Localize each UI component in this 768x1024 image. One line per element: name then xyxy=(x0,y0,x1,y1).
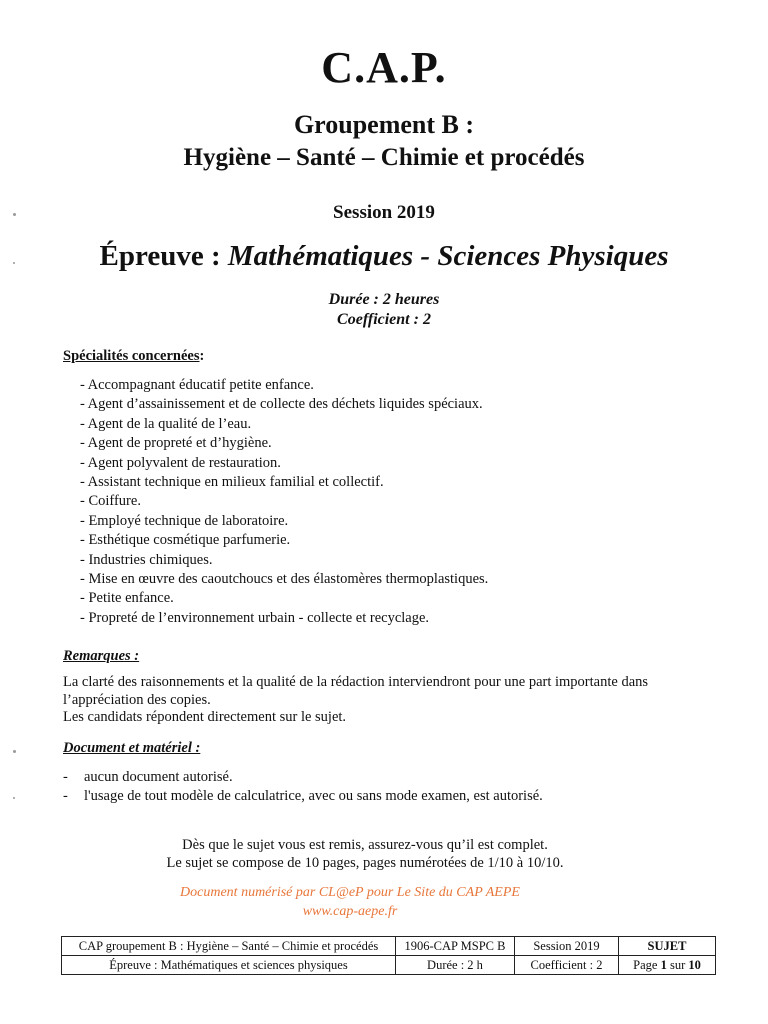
notice-line: Dès que le sujet vous est remis, assurez-vous qu’il est complet. xyxy=(182,837,548,853)
page-num: 1 xyxy=(660,957,667,972)
list-item: - Agent de la qualité de l’eau. xyxy=(80,415,252,432)
session-label: Session 2019 xyxy=(333,202,435,223)
epreuve-prefix: Épreuve : xyxy=(99,240,228,272)
list-item: - Industries chimiques. xyxy=(80,551,213,568)
scan-speck xyxy=(13,797,15,799)
page-total: 10 xyxy=(688,957,701,972)
group-title: Groupement B : xyxy=(293,110,475,139)
list-item: - Agent polyvalent de restauration. xyxy=(80,454,281,471)
list-item: - Propreté de l’environnement urbain - collecte et recyclage. xyxy=(80,609,430,626)
list-item: - Accompagnant éducatif petite enfance. xyxy=(80,377,314,393)
epreuve-subject: Mathématiques - Sciences Physiques xyxy=(227,240,669,272)
specialites-heading-text: Spécialités concernées xyxy=(63,348,200,364)
scan-speck xyxy=(13,750,16,753)
list-item: - Assistant technique en milieux familial et collectif. xyxy=(80,474,384,491)
list-item: - Agent d’assainissement et de collecte des déchets liquides spéciaux. xyxy=(80,396,483,413)
remarques-heading: Remarques : xyxy=(63,648,140,664)
notice-block xyxy=(0,836,730,872)
bullet-dash: - xyxy=(63,788,68,804)
duration-label: Durée : 2 heures xyxy=(328,291,440,308)
list-item xyxy=(63,787,543,806)
credit-url[interactable]: www.cap-aepe.fr xyxy=(302,904,398,919)
page-prefix: Page xyxy=(633,957,661,972)
footer-cell: SUJET xyxy=(619,937,716,956)
specialites-list xyxy=(80,376,488,628)
specialites-heading xyxy=(63,348,204,365)
list-item: - Petite enfance. xyxy=(80,590,174,607)
document-list xyxy=(63,768,543,806)
credit-block xyxy=(0,883,700,921)
remarques-text xyxy=(63,674,723,727)
exam-title: C.A.P. xyxy=(321,43,447,92)
page-number-cell xyxy=(619,956,716,975)
remarques-line: La clarté des raisonnements et la qualité de la rédaction interviendront pour une part importante dans l’appréciation des copies. xyxy=(63,674,649,708)
list-item: - Employé technique de laboratoire. xyxy=(80,512,289,529)
list-item: - Coiffure. xyxy=(80,493,141,510)
credit-line: Document numérisé par CL@eP pour Le Site du CAP AEPE xyxy=(180,885,520,900)
list-item-text: aucun document autorisé. xyxy=(84,769,233,785)
list-item-text: l'usage de tout modèle de calculatrice, avec ou sans mode examen, est autorisé. xyxy=(84,788,543,804)
bullet-dash: - xyxy=(63,769,68,785)
scan-speck xyxy=(13,262,15,264)
scan-speck xyxy=(13,213,16,216)
list-item xyxy=(63,768,543,787)
page-mid: sur xyxy=(666,957,689,972)
table-row xyxy=(62,956,716,975)
footer-cell: 1906-CAP MSPC B xyxy=(396,937,515,956)
notice-line: Le sujet se compose de 10 pages, pages numérotées de 1/10 à 10/10. xyxy=(166,855,564,871)
specialites-heading-suffix: : xyxy=(199,348,205,364)
duration-block xyxy=(0,290,768,330)
coefficient-label: Coefficient : 2 xyxy=(337,311,431,328)
footer-cell: Durée : 2 h xyxy=(396,956,515,975)
list-item: - Agent de propreté et d’hygiène. xyxy=(80,435,272,452)
epreuve-title xyxy=(0,240,768,273)
footer-cell: Session 2019 xyxy=(515,937,619,956)
remarques-line: Les candidats répondent directement sur le sujet. xyxy=(63,709,347,725)
table-row xyxy=(62,937,716,956)
footer-cell: Coefficient : 2 xyxy=(515,956,619,975)
list-item: - Esthétique cosmétique parfumerie. xyxy=(80,532,291,549)
footer-cell: CAP groupement B : Hygiène – Santé – Chimie et procédés xyxy=(62,937,396,956)
footer-cell: Épreuve : Mathématiques et sciences physiques xyxy=(62,956,396,975)
document-heading: Document et matériel : xyxy=(63,740,201,756)
domain-title: Hygiène – Santé – Chimie et procédés xyxy=(183,144,585,171)
list-item: - Mise en œuvre des caoutchoucs et des élastomères thermoplastiques. xyxy=(80,571,489,588)
footer-table xyxy=(61,936,716,975)
